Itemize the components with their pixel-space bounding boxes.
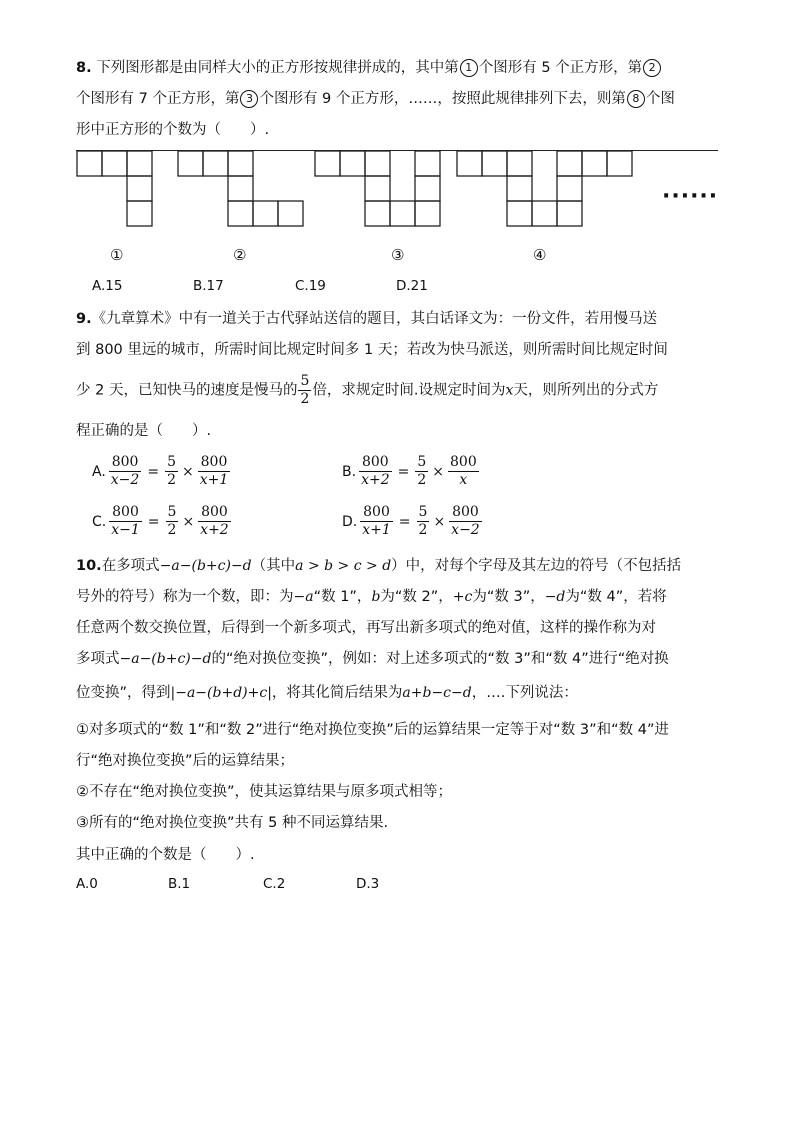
q10-text: 为“数 3”， [472,589,545,605]
figure-label-3: ③ [391,246,405,264]
q10-text: 多项式 [76,651,120,667]
q9-text-2: 到 800 里远的城市，所需时间比规定时间多 1 天；若改为快马派送，则所需时间比规定时间 [76,342,668,358]
equals-sign: = [147,513,160,530]
q10-text: “数 1”， [313,589,372,605]
option-label: C. [92,513,107,530]
q10-line-2 [76,587,667,607]
q10-line-3 [76,618,656,638]
q9-text-3a: 少 2 天，已知快马的速度是慢马的 [76,382,298,399]
q10-statement-1a [76,720,669,740]
den: x+2 [200,522,229,538]
den: 2 [418,522,428,538]
num: 800 [198,454,231,472]
q10-text: 在多项式 [101,558,160,574]
q9-option-c [92,504,232,539]
q10-statement-2 [76,782,452,802]
num: 5 [167,504,177,520]
q10-text: ①对多项式的“数 1”和“数 2”进行“绝对换位变换”后的运算结果一定等于对“数 3”和“数 4”进 [76,722,669,738]
times-sign: × [181,463,194,480]
q9-text-3c: 天，则所列出的分式方 [513,382,659,399]
rhs-fraction [198,454,231,489]
q8-text-2b: 个图形有 9 个正方形，……，按照此规律排列下去，则第 [259,91,626,107]
equals-sign: = [397,463,410,480]
coef-fraction [415,454,428,489]
q10-statement-1b [76,751,294,771]
q10-term-3: +c [452,589,473,605]
figure-label-4: ④ [533,246,547,264]
figure-ellipsis: ······ [662,184,719,209]
q9-number: 9. [76,311,92,327]
q8-text-1b: 个图形有 5 个正方形，第 [478,60,643,76]
q9-fraction [298,373,311,408]
num: 800 [359,454,392,472]
q8-option-a: A.15 [92,278,123,294]
q8-line-3 [76,120,269,140]
num: 800 [109,504,142,522]
num: 800 [360,504,393,522]
q10-line-1 [76,556,681,576]
q8-option-d: D.21 [396,278,428,294]
den: 2 [417,472,427,488]
q9-option-b [342,454,480,489]
q8-text-3: 形中正方形的个数为（ ）. [76,122,270,138]
q8-line-2 [76,89,675,109]
q10-text: ，将其化简后结果为 [271,685,403,701]
q10-result: a+b−c−d [402,685,472,701]
q10-line-5 [76,683,578,703]
circled-3-icon: 3 [240,90,258,108]
q8-number: 8. [76,60,92,76]
q10-text: 行“绝对换位变换”后的运算结果； [76,753,295,769]
den: x+1 [199,472,229,488]
num: 800 [449,504,482,522]
q10-option-b: B.1 [168,876,191,892]
den: x−2 [110,472,140,488]
den: x [459,472,468,488]
den: 2 [167,522,177,538]
q8-text-2c: 个图 [645,91,675,107]
q10-polynomial: −a−(b+c)−d [119,651,212,667]
q8-line-1 [76,58,662,78]
figure-4-squares [457,151,632,226]
lhs-fraction [360,504,393,539]
lhs-fraction [109,504,142,539]
figure-label-2: ② [233,246,247,264]
den: x−2 [451,522,480,538]
q10-text: 号外的符号）称为一个数，即：为 [76,589,294,605]
figure-3-squares [315,151,440,226]
q10-term-2: b [371,589,381,605]
circled-8-icon: 8 [627,90,645,108]
q9-line-1 [76,309,657,329]
num: 800 [450,454,477,470]
q8-option-b: B.17 [193,278,224,294]
q10-text: 的“绝对换位变换”，例如：对上述多项式的“数 3”和“数 4”进行“绝对换 [211,651,669,667]
q9-var-x: x [505,382,514,399]
times-sign: × [433,513,446,530]
circled-2-icon: 2 [643,59,661,77]
q10-option-d: D.3 [356,876,380,892]
q10-text: ，….下列说法： [471,685,578,701]
q10-ask [76,845,255,865]
figure-label-1: ① [110,246,124,264]
q9-option-d [342,504,483,539]
q10-text: ）中，对每个字母及其左边的符号（不包括括 [391,558,682,574]
times-sign: × [182,513,195,530]
q10-option-c: C.2 [263,876,286,892]
q10-text: ③所有的“绝对换位变换”共有 5 种不同运算结果. [76,815,389,831]
q10-line-4 [76,649,669,669]
q10-condition: a > b > c > d [295,558,392,574]
option-label: D. [342,513,358,530]
q10-text: 其中正确的个数是（ ）. [76,847,255,863]
q10-text: 为“数 2”， [380,589,453,605]
q9-line-3 [76,373,658,408]
q9-frac-num: 5 [300,373,310,389]
q9-text-4: 程正确的是（ ）. [76,423,212,439]
q10-text: 为“数 4”，若将 [565,589,667,605]
num: 800 [109,454,142,472]
q10-statement-3 [76,813,388,833]
q10-text: 任意两个数交换位置，后得到一个新多项式，再写出新多项式的绝对值，这样的操作称为对 [76,620,656,636]
q9-text-1: 《九章算术》中有一道关于古代驿站送信的题目，其白话译文为：一份文件，若用慢马送 [91,311,658,327]
num: 800 [198,504,231,522]
q10-term-4: −d [544,589,566,605]
figure-2-squares [178,151,303,226]
coef-fraction [166,504,179,539]
q8-text-2a: 个图形有 7 个正方形，第 [76,91,240,107]
coef-fraction [417,504,430,539]
rhs-fraction [448,454,479,489]
equals-sign: = [398,513,411,530]
num: 5 [418,504,428,520]
q10-number: 10. [76,558,102,574]
option-label: B. [342,463,357,480]
q10-text: ②不存在“绝对换位变换”，使其运算结果与原多项式相等； [76,784,453,800]
q8-text-1a: 下列图形都是由同样大小的正方形按规律拼成的，其中第 [96,60,459,76]
den: x+1 [362,522,391,538]
q9-line-4 [76,421,211,441]
den: 2 [167,472,176,488]
q9-text-3b: 倍，求规定时间.设规定时间为 [312,382,506,399]
figure-1-squares [77,151,152,226]
q8-option-c: C.19 [295,278,326,294]
q9-line-2 [76,340,668,360]
q9-option-a [92,454,231,489]
q10-text: （其中 [251,558,296,574]
equals-sign: = [147,463,160,480]
q9-frac-den: 2 [300,391,310,407]
lhs-fraction [359,454,392,489]
times-sign: × [432,463,444,480]
coef-fraction [165,454,178,489]
option-label: A. [92,463,106,480]
circled-1-icon: 1 [460,59,478,77]
q10-text: 位变换”，得到 [76,685,171,701]
den: x+2 [361,472,390,488]
rhs-fraction [198,504,231,539]
num: 5 [167,454,176,470]
lhs-fraction [109,454,142,489]
q10-abs-expression: |−a−(b+d)+c| [170,685,272,701]
num: 5 [417,454,427,470]
q10-term-1: −a [293,589,314,605]
q10-option-a: A.0 [76,876,98,892]
rhs-fraction [449,504,482,539]
den: x−1 [111,522,140,538]
q10-polynomial: −a−(b+c)−d [159,558,252,574]
